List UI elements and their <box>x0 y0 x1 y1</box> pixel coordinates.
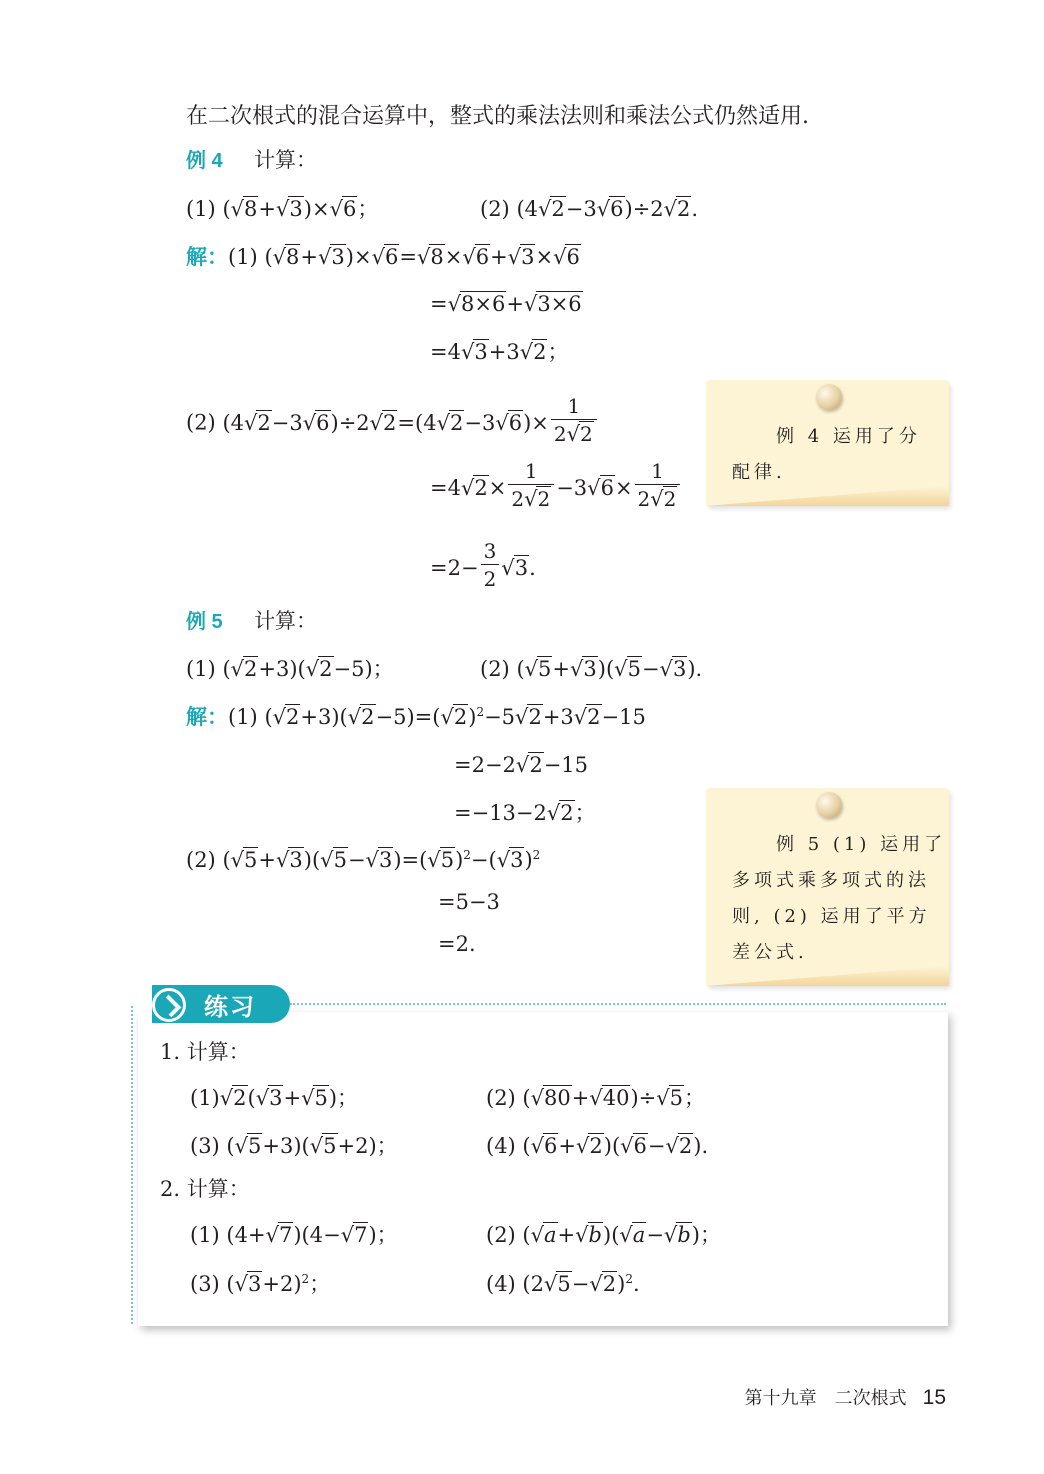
example-4-solution-1-line-3: =4 √ 3 +3 √ 2 ； <box>430 340 569 364</box>
example-4-question-2: (2) (4 √ 2 −3 √ 6 )÷2 √ 2 . <box>480 197 699 221</box>
example-4-prompt: 计算： <box>254 148 318 172</box>
practice-1-3: (3) ( √ 5 +3)( √ 5 +2)； <box>190 1134 398 1158</box>
check-icon <box>152 988 186 1022</box>
example-4-label: 例 4 <box>186 150 223 172</box>
solution-part-label: (2) <box>186 848 216 872</box>
example-4-solution-1-line-1: 解：(1) ( √ 8 + √ 3 )× √ 6 = √ 8 × √ 6 + √ 3 × √ 6 <box>186 245 580 269</box>
example-5-solution-2-line-3: =2. <box>438 932 476 956</box>
practice-border-top <box>290 1003 946 1005</box>
practice-2-2: (2) ( √ a + √ b )( √ a − √ b )； <box>486 1223 721 1247</box>
note-line: 则, (2) 运用了平方 <box>732 906 931 927</box>
example-4-solution-2-line-2: =4 √ 2 × 1 2 √ 2 −3 √ 6 × 1 2 √ 2 <box>430 460 682 515</box>
note-line: 多项式乘多项式的法 <box>732 870 930 891</box>
practice-1-4: (4) ( √ 6 + √ 2 )( √ 6 − √ 2 ). <box>486 1134 709 1158</box>
chapter-title: 第十九章 二次根式 <box>744 1388 907 1409</box>
practice-1-2: (2) ( √ 80 + √ 40 )÷ √ 5 ； <box>486 1086 706 1110</box>
practice-question-2-label: 2. 计算： <box>160 1177 250 1201</box>
example-5-question-2: (2) ( √ 5 + √ 3 )( √ 5 − √ 3 ). <box>480 657 703 681</box>
example-5-prompt: 计算： <box>254 609 318 633</box>
practice-border-left <box>131 1006 133 1324</box>
practice-2-3: (3) ( √ 3 +2) $^2$ ； <box>190 1272 331 1296</box>
practice-1-1: (1) √ 2 ( √ 3 + √ 5 )； <box>190 1086 359 1110</box>
solution-part-label: (1) <box>228 705 258 729</box>
question-label: (2) <box>480 197 510 221</box>
question-label: (1) <box>186 657 216 681</box>
intro-text: 在二次根式的混合运算中，整式的乘法法则和乘法公式仍然适用. <box>186 104 809 129</box>
practice-tab <box>152 985 290 1023</box>
practice-title: 练习 <box>204 993 256 1021</box>
page-number: 15 <box>922 1386 946 1409</box>
margin-note-example-4 <box>706 380 949 506</box>
example-5-question-1: (1) ( √ 2 +3)( √ 2 −5)； <box>186 657 394 681</box>
question-label: (2) <box>480 657 510 681</box>
example-4-question-1: (1) ( √ 8 + √ 3 )× √ 6 ； <box>186 197 379 221</box>
solution-part-label: (2) <box>186 410 216 435</box>
note-line: 配律. <box>732 462 786 483</box>
example-4-heading <box>186 146 317 175</box>
page-footer <box>745 1384 946 1410</box>
example-5-solution-1-line-3: =−13−2 √ 2 ； <box>454 801 596 825</box>
example-4-solution-1-line-2: = √ 8×6 + √ 3×6 <box>430 292 582 316</box>
solution-label: 解： <box>186 246 228 269</box>
example-5-heading <box>186 607 317 636</box>
question-label: (1) <box>186 197 216 221</box>
example-5-solution-2-line-2: =5−3 <box>438 890 500 914</box>
solution-part-label: (1) <box>228 245 258 269</box>
pin-icon <box>816 792 842 818</box>
example-5-label: 例 5 <box>186 611 223 633</box>
pin-icon <box>816 384 842 410</box>
margin-note-example-5 <box>706 788 949 986</box>
note-line: 例 5 (1) 运用了 <box>776 834 947 855</box>
example-4-solution-2-line-3: =2− $\frac{3}{2}$ √ 3 . <box>430 539 536 591</box>
example-5-solution-2-line-1: (2) ( √ 5 + √ 3 )( √ 5 − √ 3 )=( √ 5 ) $^2$ −( √ 3 ) $^2$ <box>186 848 541 872</box>
example-5-solution-1-line-1: 解：(1) ( √ 2 +3)( √ 2 −5)=( √ 2 ) $^2$ −5 √ 2 +3 √ 2 −15 <box>186 705 646 729</box>
example-5-solution-1-line-2: =2−2 √ 2 −15 <box>454 753 589 777</box>
practice-2-4: (4) (2 √ 5 − √ 2 ) $^2$ . <box>486 1272 640 1296</box>
example-4-solution-2-line-1: (2) (4 √ 2 −3 √ 6 )÷2 √ 2 =(4 √ 2 −3 √ 6 )× 1 2 √ 2 <box>186 395 599 450</box>
practice-2-1: (1) (4+ √ 7 )(4− √ 7 )； <box>190 1223 398 1247</box>
practice-question-1-label: 1. 计算： <box>160 1040 250 1064</box>
note-line: 差公式. <box>732 942 808 963</box>
note-line: 例 4 运用了分 <box>776 426 921 447</box>
solution-label: 解： <box>186 706 228 729</box>
